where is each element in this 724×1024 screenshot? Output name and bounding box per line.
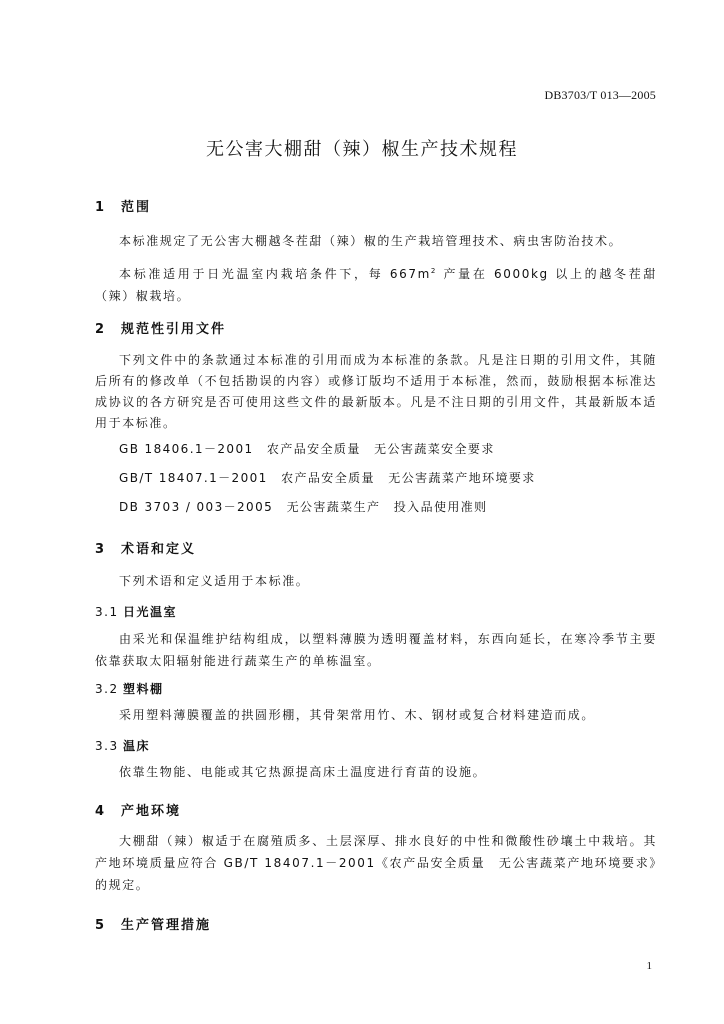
term-number: 3.2	[95, 682, 119, 696]
term-name: 温床	[123, 739, 151, 753]
reference-title: 农产品安全质量 无公害蔬菜产地环境要求	[281, 471, 536, 485]
section-title: 术语和定义	[121, 542, 197, 557]
reference-item	[119, 440, 495, 457]
section-2-heading	[95, 318, 226, 337]
section-1-heading	[95, 196, 151, 215]
section-number: 2	[95, 322, 107, 337]
section-4-heading	[95, 800, 181, 819]
reference-item	[119, 469, 536, 486]
term-name: 日光温室	[123, 605, 178, 619]
section-title: 产地环境	[121, 804, 182, 819]
term-number: 3.1	[95, 605, 119, 619]
section-1-paragraph-1: 本标准规定了无公害大棚越冬茬甜（辣）椒的生产栽培管理技术、病虫害防治技术。	[119, 234, 623, 248]
term-number: 3.3	[95, 739, 119, 753]
term-3-2-definition: 采用塑料薄膜覆盖的拱圆形棚，其骨架常用竹、木、钢材或复合材料建造而成。	[119, 708, 596, 722]
section-title: 生产管理措施	[121, 918, 212, 933]
reference-code: GB 18406.1－2001	[119, 442, 254, 456]
term-3-2-heading	[95, 680, 164, 697]
reference-code: GB/T 18407.1－2001	[119, 471, 268, 485]
superscript: 2	[430, 267, 437, 275]
section-number: 5	[95, 918, 107, 933]
term-3-1-heading	[95, 603, 177, 620]
section-title: 范围	[121, 200, 152, 215]
section-1-paragraph-2	[95, 260, 657, 307]
section-2-paragraph-1: 下列文件中的条款通过本标准的引用而成为本标准的条款。凡是注日期的引用文件，其随后所有的修改单（不包括勘误的内容）或修订版均不适用于本标准，然而，鼓励根据本标准达成协议的各方研究是否可使用这些文件的最新版本。凡是不注日期的引用文件，其最新版本适用于本标准。	[95, 353, 657, 430]
document-title: 无公害大棚甜（辣）椒生产技术规程	[206, 139, 518, 160]
section-title: 规范性引用文件	[121, 322, 227, 337]
page-number: 1	[646, 960, 652, 972]
section-number: 1	[95, 200, 107, 215]
term-3-3-heading	[95, 737, 150, 754]
term-name: 塑料棚	[123, 682, 164, 696]
reference-title: 农产品安全质量 无公害蔬菜安全要求	[266, 442, 495, 456]
section-3-paragraph-1: 下列术语和定义适用于本标准。	[119, 574, 310, 588]
term-3-3-definition: 依靠生物能、电能或其它热源提高床土温度进行育苗的设施。	[119, 765, 487, 779]
section-5-heading	[95, 914, 211, 933]
text-segment: 产量在 6000kg 以上的越冬茬甜（辣）椒栽培。	[95, 267, 657, 303]
section-number: 4	[95, 804, 107, 819]
reference-code: DB 3703 / 003－2005	[119, 500, 274, 514]
section-4-paragraph-1: 大棚甜（辣）椒适于在腐殖质多、土层深厚、排水良好的中性和微酸性砂壤土中栽培。其产地环境质量应符合 GB/T 18407.1－2001《农产品安全质量 无公害蔬菜产地环境要求》的规定。	[95, 834, 657, 892]
reference-item	[119, 498, 488, 515]
section-3-heading	[95, 538, 196, 557]
term-3-1-definition: 由采光和保温维护结构组成，以塑料薄膜为透明覆盖材料，东西向延长，在寒冷季节主要依靠获取太阳辐射能进行蔬菜生产的单栋温室。	[95, 632, 657, 668]
text-segment: 本标准适用于日光温室内栽培条件下，每 667m	[119, 267, 431, 281]
reference-title: 无公害蔬菜生产 投入品使用准则	[286, 500, 488, 514]
standard-code: DB3703/T 013—2005	[544, 88, 656, 102]
section-number: 3	[95, 542, 107, 557]
